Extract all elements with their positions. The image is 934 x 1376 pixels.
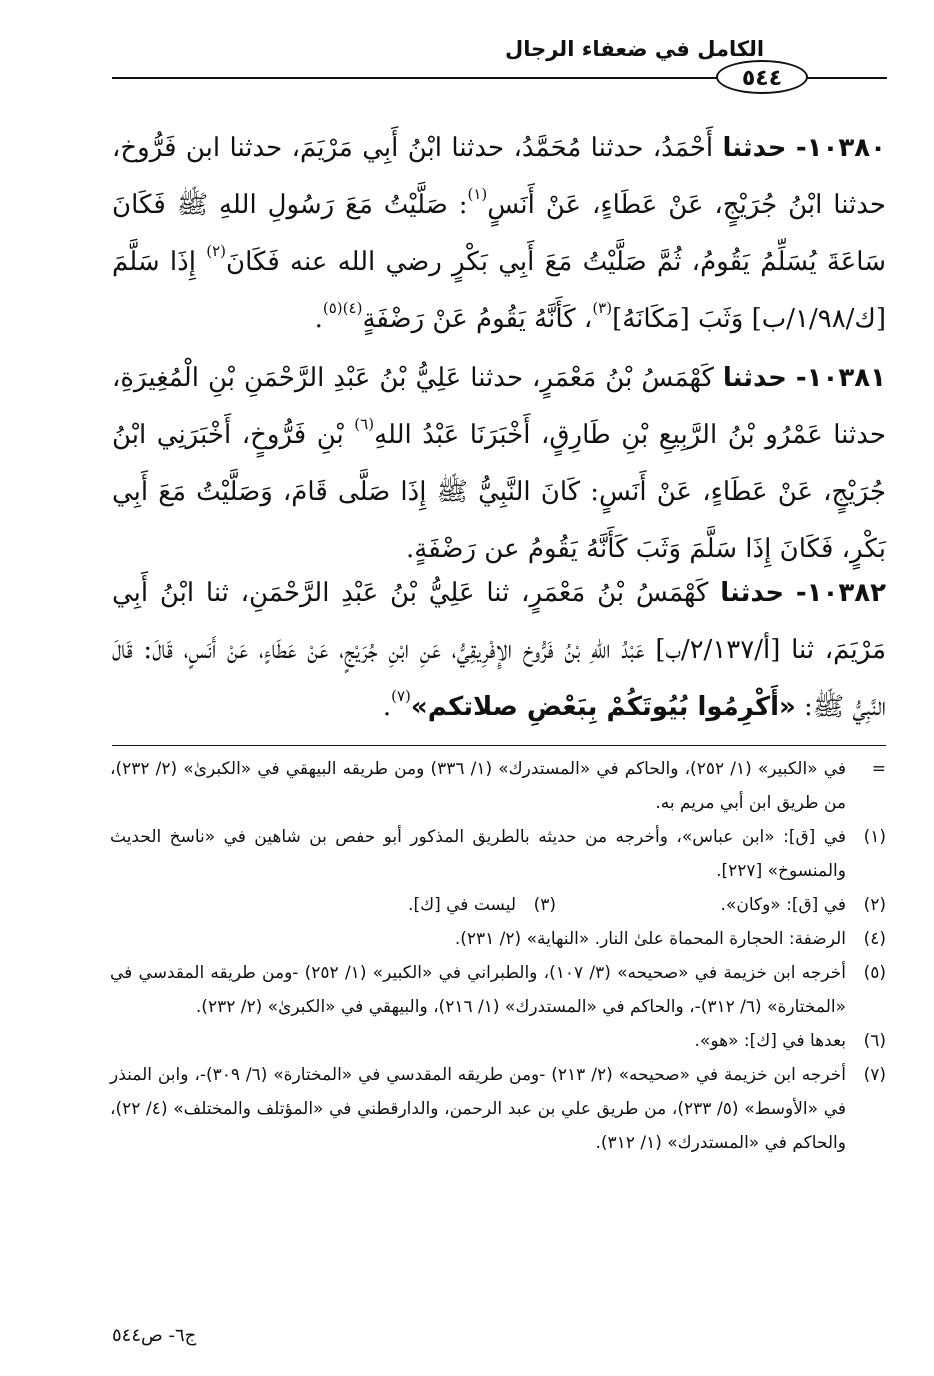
hadith-text: ، كَأَنَّهُ يَقُومُ عَنْ رَضْفَةٍ	[362, 304, 593, 334]
footnote-text: الرضفة: الحجارة المحماة علىٰ النار. «النهاية» (٢/ ٢٣١).	[454, 929, 846, 949]
page-number-badge	[716, 60, 808, 94]
volume-page-footer: ج٦- ص٥٤٤	[112, 1325, 197, 1346]
footnote-2	[556, 888, 886, 922]
hadith-number: ١٠٣٨٠-	[795, 133, 886, 163]
footnote-mark: (١)	[863, 827, 886, 847]
footnote-5	[110, 956, 886, 1024]
footnote-mark: (٤)	[863, 929, 886, 949]
footnote-ref: (٢)	[206, 242, 226, 260]
footnote-1	[110, 820, 886, 888]
hadith-lead: حدثنا	[722, 133, 787, 163]
footnote-3	[226, 888, 556, 922]
footnote-mark: (٥)	[863, 963, 886, 983]
footnote-text: أخرجه ابن خزيمة في «صحيحه» (٣/ ١٠٧)، والطبراني في «الكبير» (١/ ٢٥٢) -ومن طريقه المقدسي في «المختارة» (٦/ ٣١٢)-، والحاكم في «المستدرك» (١/ ٢١٦)، والبيهقي في «الكبرىٰ» (٢/ ٢٣٢).	[110, 963, 846, 1017]
footnote-text: بعدها في [ك]: «هو».	[694, 1031, 846, 1051]
hadith-10380	[112, 120, 886, 348]
footnote-rule	[112, 745, 886, 746]
footnote-mark: (٧)	[863, 1065, 886, 1085]
footnote-text: في «الكبير» (١/ ٢٥٢)، والحاكم في «المستدرك» (١/ ٣٣٦) ومن طريقه البيهقي في «الكبرىٰ» (٢/ ٢٣٢)، من طريق ابن أبي مريم به.	[110, 759, 847, 813]
footnote-ref: (١)	[467, 185, 488, 203]
hadith-text: إِذَا سَلَّمَ [ك/١/٩٨/ب] وَثَبَ [مَكَانَهُ]	[112, 247, 886, 334]
hadith-10382	[112, 565, 886, 736]
footnote-continuation	[110, 752, 886, 820]
footnote-text: في [ق]: «وكان».	[720, 895, 846, 915]
footnote-text: في [ق]: «ابن عباس»، وأخرجه من حديثه بالطريق المذكور أبو حفص بن شاهين في «ناسخ الحديث والمنسوخ» [٢٢٧].	[110, 827, 846, 881]
footnote-6	[110, 1024, 886, 1058]
hadith-number: ١٠٣٨٢-	[795, 578, 887, 608]
footnote-text: ليست في [ك].	[408, 895, 516, 915]
footnote-mark: (٦)	[863, 1031, 886, 1051]
prophetic-quote: «أَكْرِمُوا بُيُوتَكُمْ بِبَعْضِ صلاتكم»	[410, 692, 796, 722]
hadith-lead: حدثنا	[722, 363, 787, 393]
footnote-text: أخرجه ابن خزيمة في «صحيحه» (٢/ ٢١٣) -ومن طريقه المقدسي في «المختارة» (٦/ ٣٠٩)-، وابن المنذر في «الأوسط» (٥/ ٢٣٣)، من طريق علي بن عبد الرحمن، والدارقطني في «المؤتلف والمختلف» (٤/ ٢٢)، والحاكم في «المستدرك» (١/ ٣١٢).	[110, 1065, 847, 1153]
hadith-text: : صَلَّيْتُ مَعَ رَسُولِ اللهِ ﷺ فَكَانَ سَاعَةَ يُسَلِّمُ يَقُومُ، ثُمَّ صَلَّيْتُ مَعَ أَبِي بَكْرٍ رضي الله عنه فَكَانَ	[112, 190, 886, 277]
book-title: الكامل في ضعفاء الرجال	[505, 37, 765, 61]
hadith-number: ١٠٣٨١-	[795, 363, 887, 393]
footnote-ref: (٣)	[592, 299, 613, 317]
footnote-2-3	[110, 888, 886, 922]
footnotes-list	[110, 752, 886, 1160]
footnote-mark: (٣)	[533, 895, 556, 915]
hadith-text: أَحْمَدُ، حدثنا مُحَمَّدُ، حدثنا ابْنُ أَبِي مَرْيَمَ، حدثنا ابن فَرُّوخ، حدثنا ابْنُ جُرَيْجٍ، عَنْ عَطَاءٍ، عَنْ أَنَسٍ	[112, 133, 886, 220]
footnote-ref: (٦)	[354, 415, 375, 433]
hadith-10381	[112, 350, 886, 578]
hadith-text: كَهْمَسُ بْنُ مَعْمَرٍ، ثنا عَلِيُّ بْنُ عَبْدِ الرَّحْمَنِ، ثنا ابْنُ أَبِي مَرْيَمَ، ثنا [أ/٢/١٣٧/ب] عَبْدُ اللهِ بْنُ فَرُّوخ الإِفْرِيقِيُّ، عَنِ ابْنِ جُرَيْجٍ، عَنْ عَطَاءٍ، عَنْ أَنَسٍ، قَالَ: قَالَ النَّبِيُّ ﷺ:	[112, 578, 886, 722]
footnote-4	[110, 922, 886, 956]
hadith-text: كَهْمَسُ بْنُ مَعْمَرٍ، حدثنا عَلِيُّ بْنُ عَبْدِ الرَّحْمَنِ بْنِ الْمُغِيرَةِ، حدثنا عَمْرُو بْنُ الرَّبِيعِ بْنِ طَارِقٍ، أَخْبَرَنَا عَبْدُ اللهِ	[112, 363, 886, 450]
hadith-text: بْنِ فَرُّوخٍ، أَخْبَرَنِي ابْنُ جُرَيْجٍ، عَنْ عَطَاءٍ، عَنْ أَنَسٍ: كَانَ النَّبِيُّ ﷺ إِذَا صَلَّى قَامَ، وَصَلَّيْتُ مَعَ أَبِي بَكْرٍ، فَكَانَ إِذَا سَلَّمَ وَثَبَ كَأَنَّهُ يَقُومُ عن رَضْفَةٍ.	[112, 420, 886, 564]
footnote-ref: (٧)	[391, 687, 411, 705]
footnote-mark: (٢)	[863, 895, 886, 915]
footnote-ref: (٤)(٥)	[322, 299, 363, 317]
hadith-lead: حدثنا	[720, 578, 785, 608]
hadith-text: .	[314, 304, 323, 334]
footnote-mark: =	[871, 759, 886, 779]
hadith-text: .	[382, 692, 392, 722]
page-number: ٥٤٤	[741, 66, 783, 91]
footnote-7	[110, 1058, 886, 1160]
